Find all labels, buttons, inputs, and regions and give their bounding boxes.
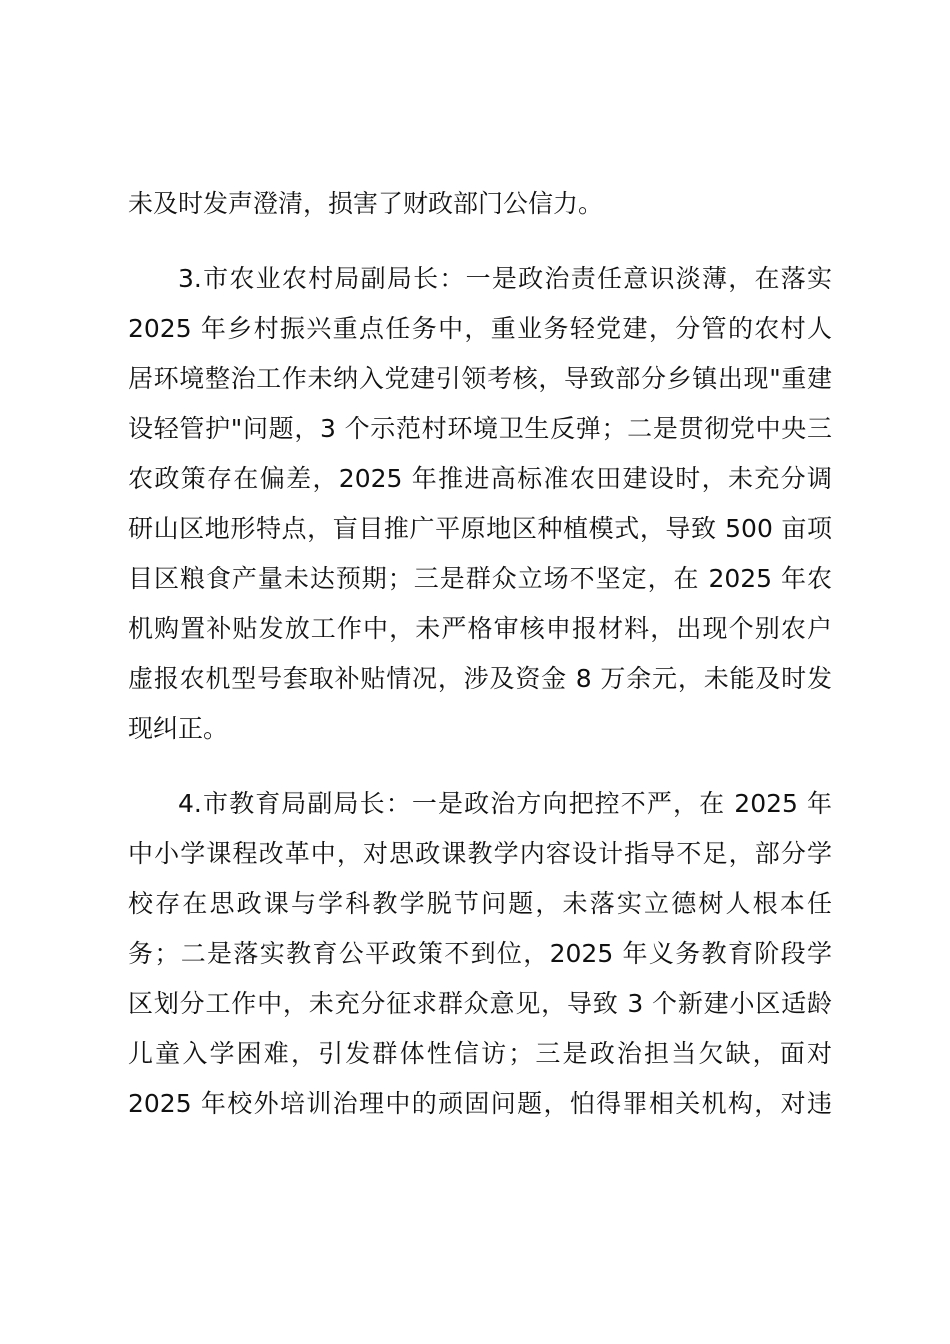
text-line: 目区粮食产量未达预期；三是群众立场不坚定，在 2025 年农 bbox=[128, 564, 832, 593]
text-line: 校存在思政课与学科教学脱节问题，未落实立德树人根本任 bbox=[128, 889, 832, 918]
paragraph-heading-line: 3.市农业农村局副局长：一是政治责任意识淡薄，在落实 bbox=[178, 264, 832, 293]
text-line: 居环境整治工作未纳入党建引领考核，导致部分乡镇出现"重建 bbox=[128, 364, 832, 393]
text-line: 虚报农机型号套取补贴情况，涉及资金 8 万余元，未能及时发 bbox=[128, 664, 832, 693]
text-line: 未及时发声澄清，损害了财政部门公信力。 bbox=[128, 189, 604, 218]
text-line: 设轻管护"问题，3 个示范村环境卫生反弹；二是贯彻党中央三 bbox=[128, 414, 832, 443]
text-line: 儿童入学困难，引发群体性信访；三是政治担当欠缺，面对 bbox=[128, 1039, 832, 1068]
text-line: 农政策存在偏差，2025 年推进高标准农田建设时，未充分调 bbox=[128, 464, 832, 493]
text-line: 现纠正。 bbox=[128, 714, 229, 743]
text-line: 2025 年校外培训治理中的顽固问题，怕得罪相关机构，对违 bbox=[128, 1089, 832, 1118]
text-line: 机购置补贴发放工作中，未严格审核申报材料，出现个别农户 bbox=[128, 614, 832, 643]
text-line: 务；二是落实教育公平政策不到位，2025 年义务教育阶段学 bbox=[128, 939, 832, 968]
text-line: 研山区地形特点，盲目推广平原地区种植模式，导致 500 亩项 bbox=[128, 514, 832, 543]
text-line: 中小学课程改革中，对思政课教学内容设计指导不足，部分学 bbox=[128, 839, 832, 868]
text-line: 2025 年乡村振兴重点任务中，重业务轻党建，分管的农村人 bbox=[128, 314, 832, 343]
paragraph-heading-line: 4.市教育局副局长：一是政治方向把控不严，在 2025 年 bbox=[178, 789, 832, 818]
text-line: 区划分工作中，未充分征求群众意见，导致 3 个新建小区适龄 bbox=[128, 989, 832, 1018]
